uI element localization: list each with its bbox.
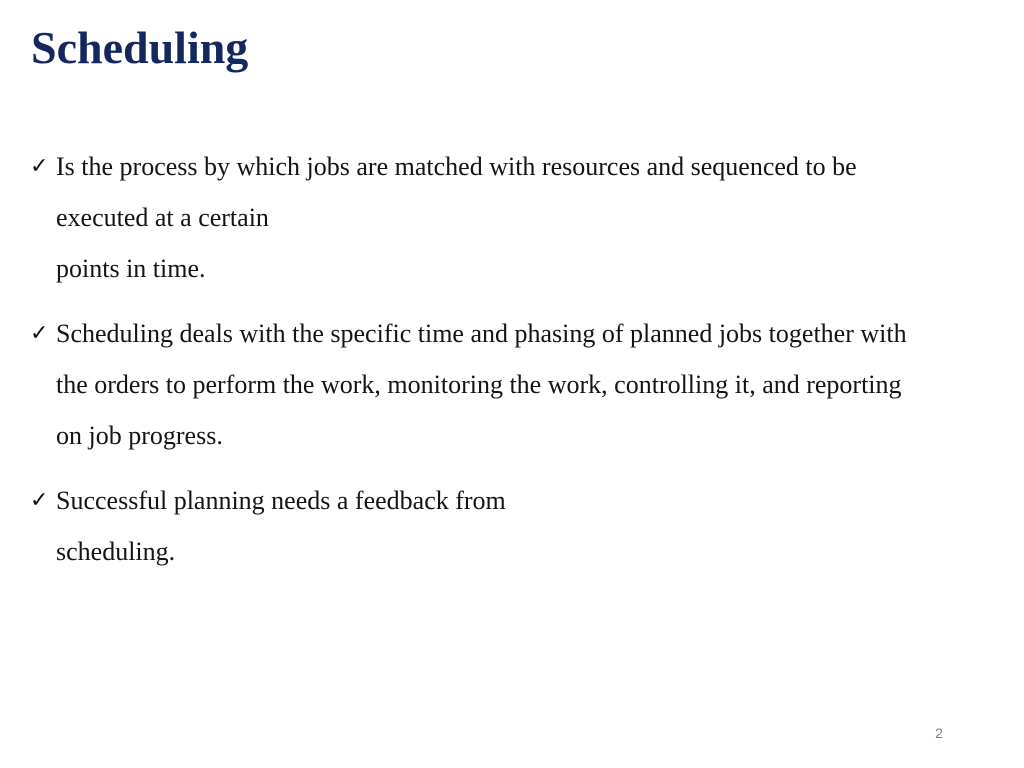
checkmark-icon: ✓ bbox=[30, 154, 49, 179]
bullet-item-process-definition bbox=[30, 141, 1000, 294]
bullet-line: on job progress. bbox=[56, 421, 223, 450]
bullet-line: scheduling. bbox=[56, 537, 176, 566]
checkmark-icon: ✓ bbox=[30, 488, 49, 513]
bullet-line: points in time. bbox=[56, 254, 206, 283]
bullet-list bbox=[30, 141, 1000, 591]
checkmark-icon: ✓ bbox=[30, 321, 49, 346]
bullet-line: Successful planning needs a feedback from bbox=[56, 486, 506, 515]
bullet-line: executed at a certain bbox=[56, 203, 269, 232]
bullet-line: Is the process by which jobs are matched with resources and sequenced to be bbox=[56, 152, 857, 181]
bullet-item-planning-feedback bbox=[30, 475, 1000, 577]
page-number: 2 bbox=[935, 725, 943, 741]
bullet-line: the orders to perform the work, monitoring the work, controlling it, and reporting bbox=[56, 370, 902, 399]
bullet-line: Scheduling deals with the specific time and phasing of planned jobs together with bbox=[56, 319, 907, 348]
bullet-item-scheduling-scope bbox=[30, 308, 1000, 461]
slide-title: Scheduling bbox=[31, 22, 249, 73]
